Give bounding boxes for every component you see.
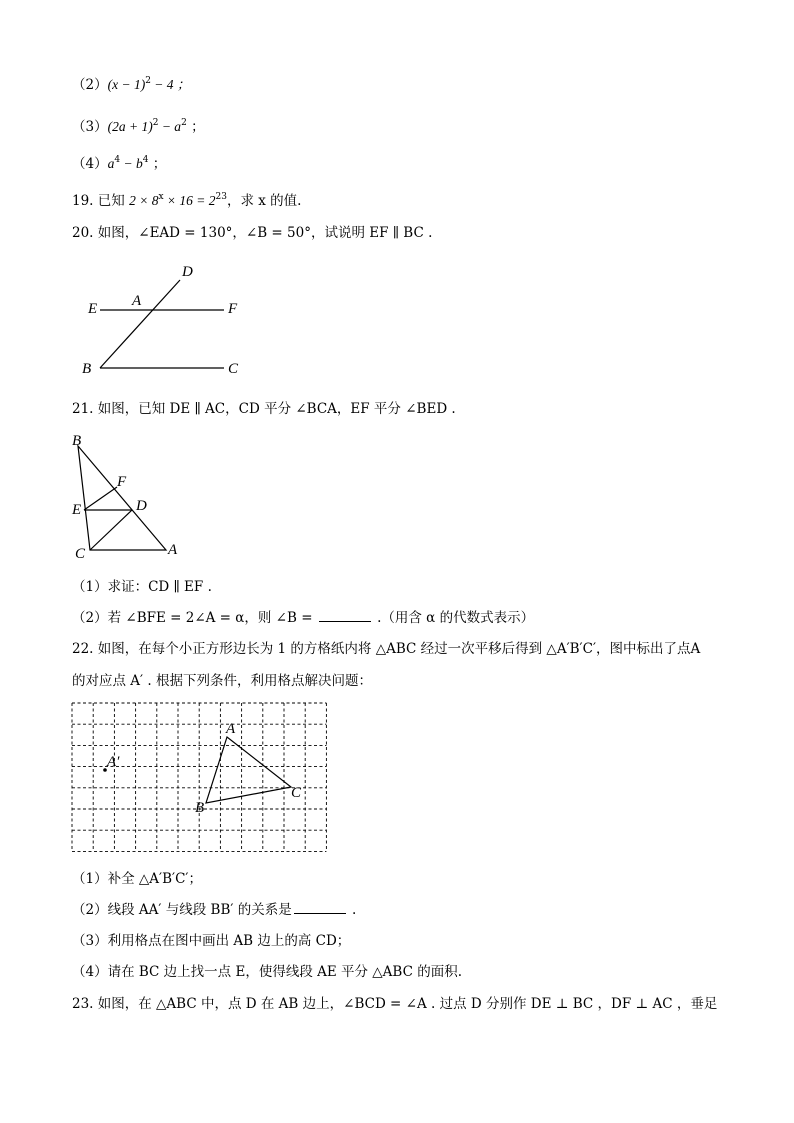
q18-part4-end: ； bbox=[148, 156, 167, 172]
label-c: C bbox=[228, 361, 239, 377]
q18-part3-tail: − a bbox=[158, 119, 182, 134]
label-a: A bbox=[226, 721, 236, 737]
q19-expr1: 2 × 8 bbox=[129, 193, 159, 208]
q21-part2 bbox=[72, 609, 534, 627]
q18-part3-label: （3） bbox=[72, 119, 108, 135]
answer-blank[interactable] bbox=[319, 609, 371, 622]
q23-text: 23. 如图，在 △ABC 中，点 D 在 AB 边上，∠BCD = ∠A . 过点 D 分别作 DE ⊥ BC ，DF ⊥ AC ，垂足 bbox=[72, 996, 718, 1012]
q19-pre: 已知 bbox=[93, 193, 130, 209]
figure-22-grid bbox=[70, 700, 332, 858]
q19-expr2: × 16 = 2 bbox=[163, 193, 216, 208]
q18-part4-label: （4） bbox=[72, 156, 108, 172]
triangle-bca bbox=[78, 446, 166, 550]
label-e: E bbox=[88, 301, 98, 317]
segment-ef bbox=[84, 487, 117, 510]
label-a-prime: A′ bbox=[107, 754, 120, 770]
q22-part4: （4）请在 BC 边上找一点 E，使得线段 AE 平分 △ABC 的面积. bbox=[72, 964, 463, 980]
q18-part3-expr: (2a + 1) bbox=[107, 119, 153, 134]
label-a: A bbox=[168, 542, 178, 558]
label-f: F bbox=[117, 474, 127, 490]
label-d: D bbox=[136, 498, 147, 514]
q20-text: 20. 如图，∠EAD = 130°，∠B = 50°，试说明 EF ∥ BC . bbox=[72, 225, 433, 241]
q21-part1: （1）求证：CD ∥ EF . bbox=[72, 579, 212, 595]
q19-exp1: x bbox=[158, 192, 164, 202]
q19-post: ，求 x 的值. bbox=[226, 193, 302, 209]
label-f: F bbox=[228, 301, 238, 317]
label-a: A bbox=[132, 293, 142, 309]
figure-20 bbox=[78, 258, 258, 380]
q22-part2-pre: （2）线段 AA′ 与线段 BB′ 的关系是 bbox=[72, 902, 292, 918]
q22-part1: （1）补全 △A′B′C′； bbox=[72, 871, 202, 887]
q18-part3 bbox=[72, 114, 205, 136]
q19-exp2: 23 bbox=[215, 192, 227, 202]
grid bbox=[72, 703, 326, 851]
q19 bbox=[72, 188, 301, 210]
triangle-abc bbox=[206, 737, 291, 803]
q18-part2-label: （2） bbox=[72, 77, 108, 93]
q22-part2-post: . bbox=[347, 902, 357, 918]
q18-part3-exp2: 2 bbox=[181, 118, 187, 128]
label-e: E bbox=[72, 502, 82, 518]
q22-part2 bbox=[72, 901, 356, 919]
figure-21 bbox=[70, 432, 190, 562]
q18-part2-tail: − 4 ； bbox=[150, 77, 191, 92]
q18-part4-exp1: 4 bbox=[114, 155, 121, 165]
q18-part4 bbox=[72, 151, 166, 173]
segment-cd bbox=[90, 510, 132, 550]
q18-part3-end: ； bbox=[186, 119, 205, 135]
q18-part4-exp2: 4 bbox=[142, 155, 149, 165]
q19-number: 19. bbox=[72, 193, 94, 209]
q21-part2-post: .（用含 α 的代数式表示） bbox=[372, 610, 535, 626]
label-d: D bbox=[182, 264, 193, 280]
q22-line1: 22. 如图，在每个小正方形边长为 1 的方格纸内将 △ABC 经过一次平移后得到 △A′B′C′，图中标出了点A bbox=[72, 641, 701, 657]
q21-part2-pre: （2）若 ∠BFE = 2∠A = α，则 ∠B = bbox=[72, 610, 317, 626]
q18-part3-exp: 2 bbox=[152, 118, 159, 128]
label-b: B bbox=[82, 361, 92, 377]
q18-part2 bbox=[72, 72, 190, 94]
q18-part2-exp: 2 bbox=[145, 76, 151, 86]
label-c: C bbox=[75, 546, 86, 562]
q22-part3: （3）利用格点在图中画出 AB 边上的高 CD； bbox=[72, 933, 351, 949]
q18-part2-expr: (x − 1) bbox=[107, 77, 146, 92]
label-b: B bbox=[72, 433, 82, 449]
q22-line2: 的对应点 A′ . 根据下列条件，利用格点解决问题： bbox=[72, 673, 372, 689]
q21-text: 21. 如图，已知 DE ∥ AC，CD 平分 ∠BCA，EF 平分 ∠BED . bbox=[72, 401, 456, 417]
answer-blank[interactable] bbox=[294, 901, 346, 914]
label-b: B bbox=[195, 800, 205, 816]
q18-part4-a: a bbox=[107, 156, 115, 171]
label-c: C bbox=[291, 785, 302, 801]
q18-part4-mid: − b bbox=[120, 156, 143, 171]
